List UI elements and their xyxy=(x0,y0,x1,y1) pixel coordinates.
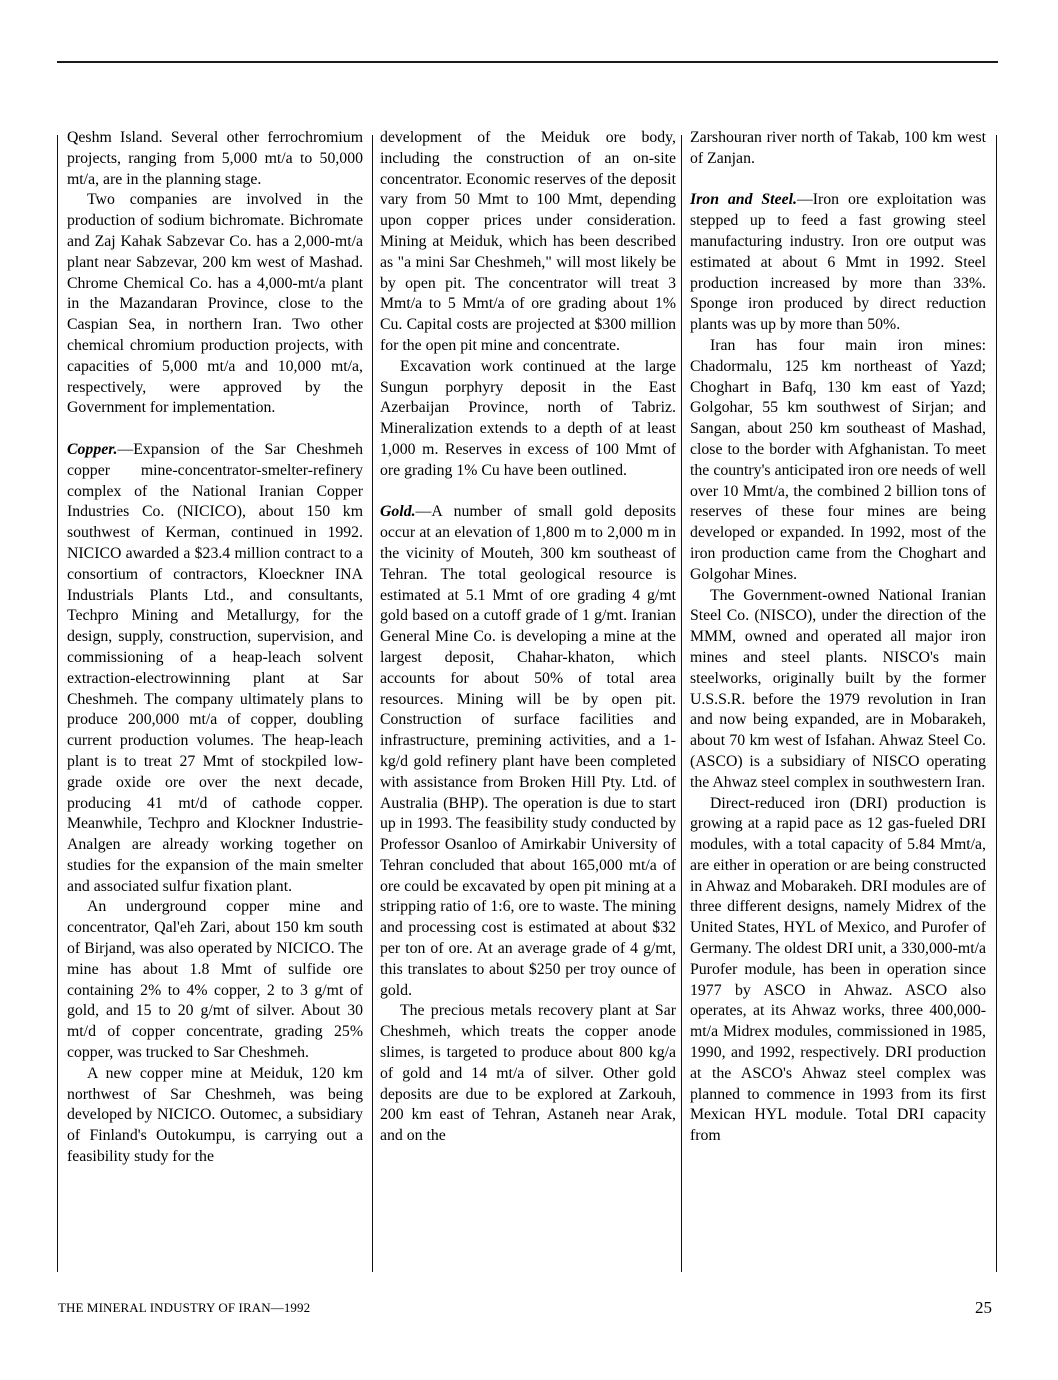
paragraph: Iran has four main iron mines: Chadormalu, 125 km northeast of Yazd; Choghart in Bafq, 130 km east of Yazd; Golgohar, 55 km southwest of Sirjan; and Sangan, about 250 km southeast of Mashad, close to the border with Afghanistan. To meet the country's anticipated iron ore needs of well over 10 Mmt/a, the combined 2 billion tons of reserves of these four mines are being developed or expanded. In 1992, most of the iron production came from the Choghart and Golgohar Mines. xyxy=(690,336,986,583)
paragraph: Excavation work continued at the large Sungun porphyry deposit in the East Azerbaijan Province, north of Tabriz. Mineralization extends to a depth of at least 1,000 m. Reserves in excess of 100 Mmt of ore grading 1% Cu have been outlined. xyxy=(380,357,676,479)
paragraph: Qeshm Island. Several other ferrochromium projects, ranging from 5,000 mt/a to 50,000 mt/a, are in the planning stage. xyxy=(67,129,363,188)
paragraph: A new copper mine at Meiduk, 120 km northwest of Sar Cheshmeh, was being developed by NICICO. Outomec, a subsidiary of Finland's Outokumpu, is carrying out a feasibility study for the xyxy=(67,1064,363,1166)
paragraph: development of the Meiduk ore body, including the construction of an on-site concentrator. Economic reserves of the deposit vary from 50 Mmt to 100 Mmt, depending upon copper prices under consideration. Mining at Meiduk, which has been described as "a mini Sar Cheshmeh," will most likely be by open pit. The concentrator will treat 3 Mmt/a to 5 Mmt/a of ore grading about 1% Cu. Capital costs are projected at $300 million for the open pit mine and concentrate. xyxy=(380,129,676,354)
section-heading-copper: Copper. xyxy=(67,440,118,458)
paragraph: Two companies are involved in the production of sodium bichromate. Bichromate and Zaj Kahak Sabzevar Co. has a 2,000-mt/a plant near Sabzevar, 200 km west of Mashad. Chrome Chemical Co. has a 4,000-mt/a plant in the Mazandaran Province, close to the Caspian Sea, in northern Iran. Two other chemical chromium production projects, with capacities of 5,000 mt/a and 10,000 mt/a, respectively, were approved by the Government for implementation. xyxy=(67,191,363,417)
column-rule-right xyxy=(996,135,997,1272)
paragraph: The Government-owned National Iranian Steel Co. (NISCO), under the direction of the MMM, owned and operated all major iron mines and steel plants. NISCO's main steelworks, originally built by the former U.S.S.R. before the 1979 revolution in Iran and now being expanded, are in Mobarakeh, about 70 km west of Isfahan. Ahwaz Steel Co. (ASCO) is a subsidiary of NISCO operating the Ahwaz steel complex in southwestern Iran. xyxy=(690,586,986,791)
text-column-1 xyxy=(67,128,363,1168)
paragraph-copper xyxy=(67,440,363,898)
section-heading-iron-steel: Iron and Steel. xyxy=(690,191,797,209)
paragraph-text: —Expansion of the Sar Cheshmeh copper mine-concentrator-smelter-refinery complex of the National Iranian Copper Industries Co. (NICICO), about 150 km southwest of Kerman, continued in 1992. NICICO awarded a $23.4 million contract to a consortium of contractors, Kloeckner INA Industrials Plants Ltd., and consultants, Techpro Mining and Metallurgy, for the design, supply, construction, supervision, and commissioning of a heap-leach solvent extraction-electrowinning plant at Sar Cheshmeh. The company ultimately plans to produce 200,000 mt/a of copper, doubling current production volumes. The heap-leach plant is to treat 27 Mmt of stockpiled low-grade oxide ore over the next decade, producing 41 mt/d of cathode copper. Meanwhile, Techpro and Klockner Industrie-Analgen are already working together on studies for the expansion of the main smelter and associated sulfur fixation plant. xyxy=(67,440,363,895)
page-number: 25 xyxy=(975,1298,992,1317)
text-column-3 xyxy=(690,128,986,1147)
text-column-2 xyxy=(380,128,676,1147)
paragraph-gold xyxy=(380,502,676,1001)
paragraph: Direct-reduced iron (DRI) production is growing at a rapid pace as 12 gas-fueled DRI modules, with a total capacity of 5.84 Mmt/a, are either in operation or are being constructed in Ahwaz and Mobarakeh. DRI modules are of three different designs, namely Midrex of the United States, HYL of Mexico, and Purofer of Germany. The oldest DRI unit, a 330,000-mt/a Purofer module, has been in operation since 1977 by ASCO in Ahwaz. ASCO also operates, at its Ahwaz works, three 400,000-mt/a Midrex modules, commissioned in 1985, 1990, and 1992, respectively. DRI production at the ASCO's Ahwaz steel complex was planned to commence in 1993 from its first Mexican HYL module. Total DRI capacity from xyxy=(690,794,986,1145)
paragraph-text: —A number of small gold deposits occur at an elevation of 1,800 m to 2,000 m in the vicinity of Mouteh, 300 km southeast of Tehran. The total geological resource is estimated at 5.1 Mmt of ore grading 4 g/mt gold based on a cutoff grade of 1 g/mt. Iranian General Mine Co. is developing a mine at the largest deposit, Chahar-khaton, which accounts for about 50% of total area resources. Mining will be by open pit. Construction of surface facilities and infrastructure, premining activities, and a 1-kg/d gold refinery plant have been completed with assistance from Broken Hill Pty. Ltd. of Australia (BHP). The operation is due to start up in 1993. The feasibility study conducted by Professor Osanloo of Amirkabir University of Tehran concluded that about 165,000 mt/a of ore could be excavated by open pit mining at a stripping ratio of 1:6, ore to waste. The mining and processing cost is estimated at about $32 per ton of ore. At an average grade of 4 g/mt, this translates to about $250 per troy ounce of gold. xyxy=(380,503,676,999)
paragraph-text: —Iron ore exploitation was stepped up to feed a fast growing steel manufacturing industry. Iron ore output was estimated at about 6 Mmt in 1992. Steel production increased by more than 33%. Sponge iron produced by direct reduction plants was up by more than 50%. xyxy=(690,191,986,334)
column-rule-2 xyxy=(681,135,682,1272)
column-rule-left xyxy=(57,135,58,1272)
column-rule-1 xyxy=(372,135,373,1272)
running-footer-title: THE MINERAL INDUSTRY OF IRAN—1992 xyxy=(58,1300,311,1315)
paragraph: Zarshouran river north of Takab, 100 km west of Zanjan. xyxy=(690,129,986,167)
section-heading-gold: Gold. xyxy=(380,503,416,521)
paragraph: The precious metals recovery plant at Sar Cheshmeh, which treats the copper anode slimes, is targeted to produce about 800 kg/a of gold and 14 mt/a of silver. Other gold deposits are due to be explored at Zarkouh, 200 km east of Tehran, Astaneh near Arak, and on the xyxy=(380,1002,676,1145)
paragraph: An underground copper mine and concentrator, Qal'eh Zari, about 150 km south of Birjand, was also operated by NICICO. The mine has about 1.8 Mmt of sulfide ore containing 2% to 4% copper, 2 to 3 g/mt of gold, and 15 to 20 g/mt of silver. About 30 mt/d of copper concentrate, grading 25% copper, was trucked to Sar Cheshmeh. xyxy=(67,898,363,1062)
paragraph-iron-steel xyxy=(690,190,986,336)
top-rule xyxy=(57,61,998,63)
